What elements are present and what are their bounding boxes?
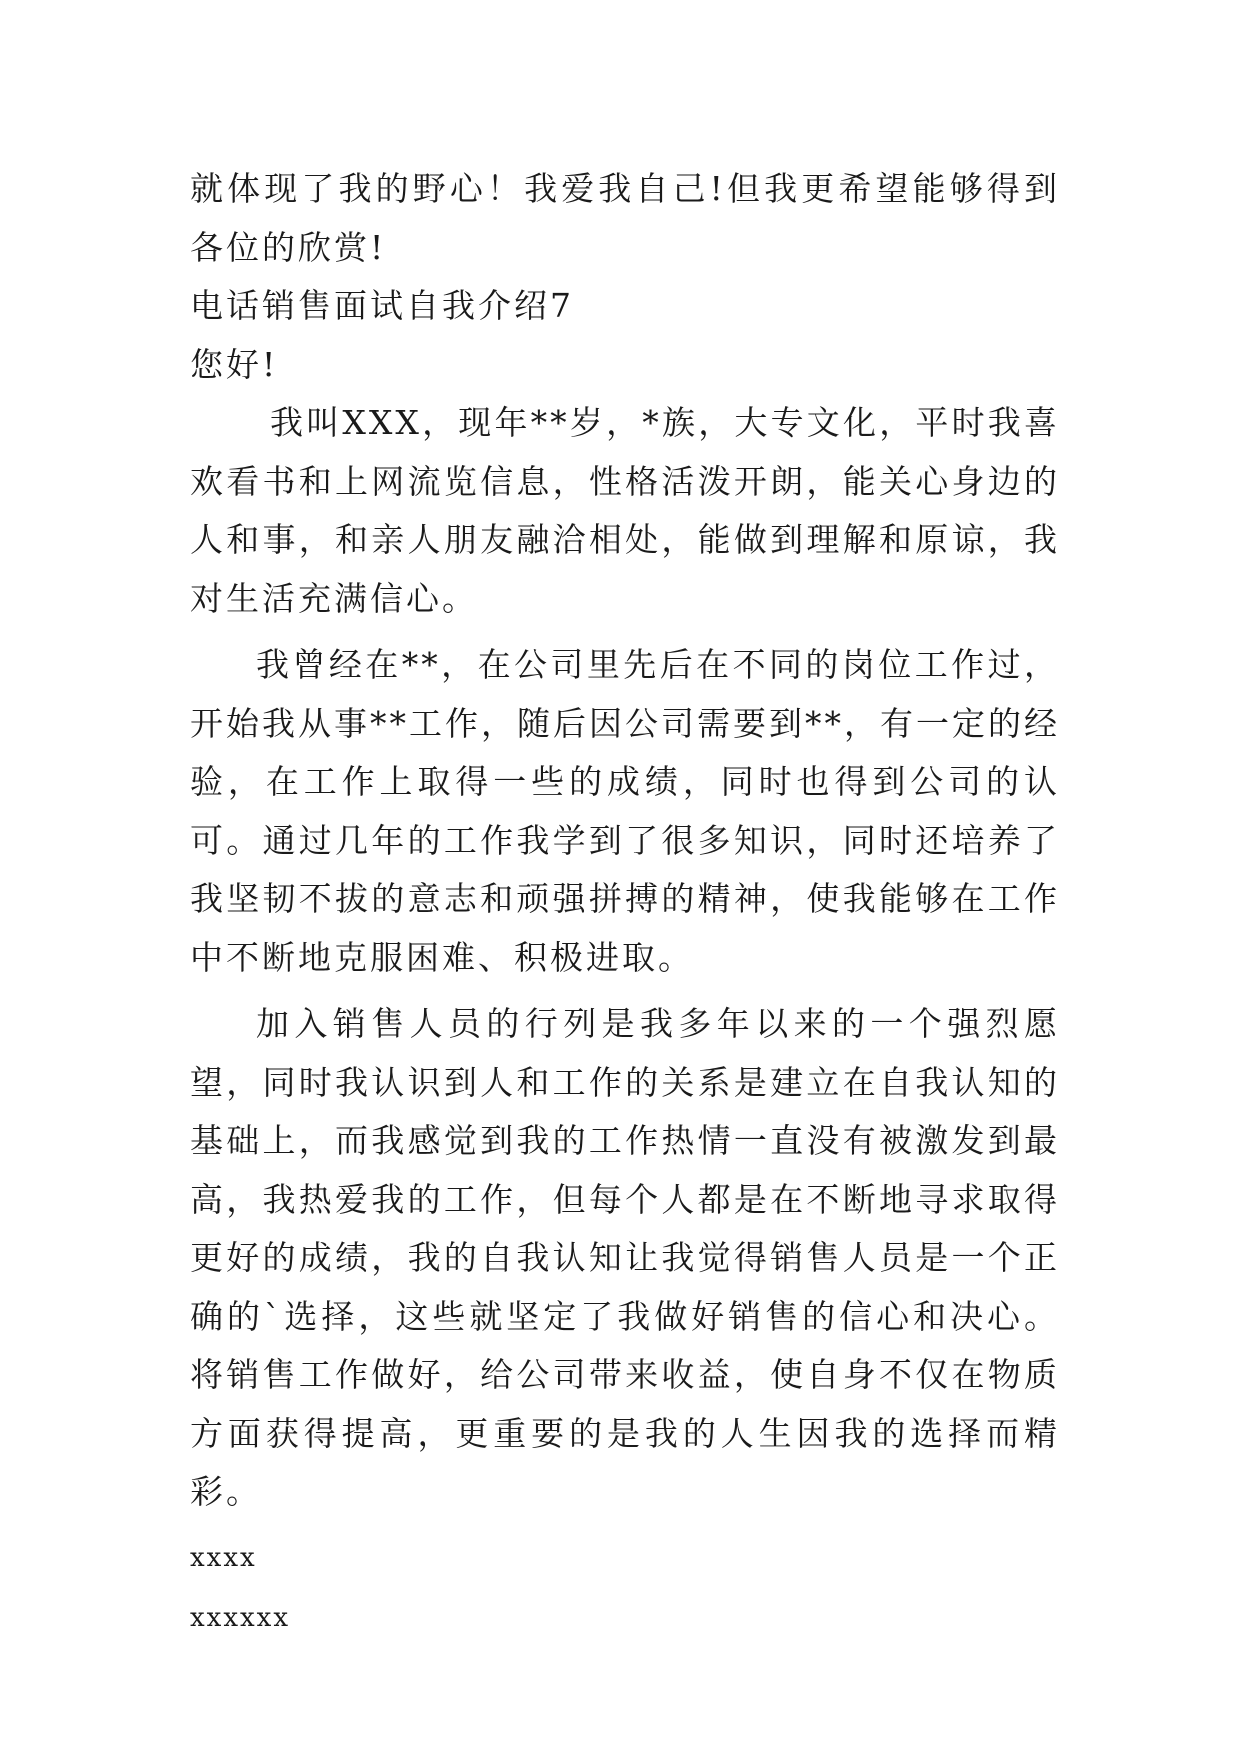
paragraph-continuation: 就体现了我的野心！我爱我自己!但我更希望能够得到各位的欣赏! (190, 169, 1060, 267)
signature-line-2: xxxxxx (190, 1602, 290, 1633)
paragraph-experience: 我曾经在**，在公司里先后在不同的岗位工作过，开始我从事**工作，随后因公司需要到**，有一定的经验，在工作上取得一些的成绩，同时也得到公司的认可。通过几年的工作我学到了很多知识，同时还培养了我坚韧不拔的意志和顽强拼搏的精神，使我能够在工作中不断地克服困难、积极进取。 (190, 645, 1060, 977)
section-heading: 电话销售面试自我介绍7 (190, 286, 574, 325)
paragraph-intro: 我叫XXX，现年**岁，*族，大专文化，平时我喜欢看书和上网流览信息，性格活泼开朗，能关心身边的人和事，和亲人朋友融洽相处，能做到理解和原谅，我对生活充满信心。 (190, 403, 1060, 618)
signature-line-1: xxxx (190, 1542, 257, 1573)
greeting: 您好! (190, 344, 279, 384)
paragraph-motivation: 加入销售人员的行列是我多年以来的一个强烈愿望，同时我认识到人和工作的关系是建立在自我认知的基础上，而我感觉到我的工作热情一直没有被激发到最高，我热爱我的工作，但每个人都是在不断地寻求取得更好的成绩，我的自我认知让我觉得销售人员是一个正确的`选择，这些就坚定了我做好销售的信心和决心。将销售工作做好，给公司带来收益，使自身不仅在物质方面获得提高，更重要的是我的人生因我的选择而精彩。 (190, 1004, 1060, 1511)
document-body (190, 160, 1060, 1634)
